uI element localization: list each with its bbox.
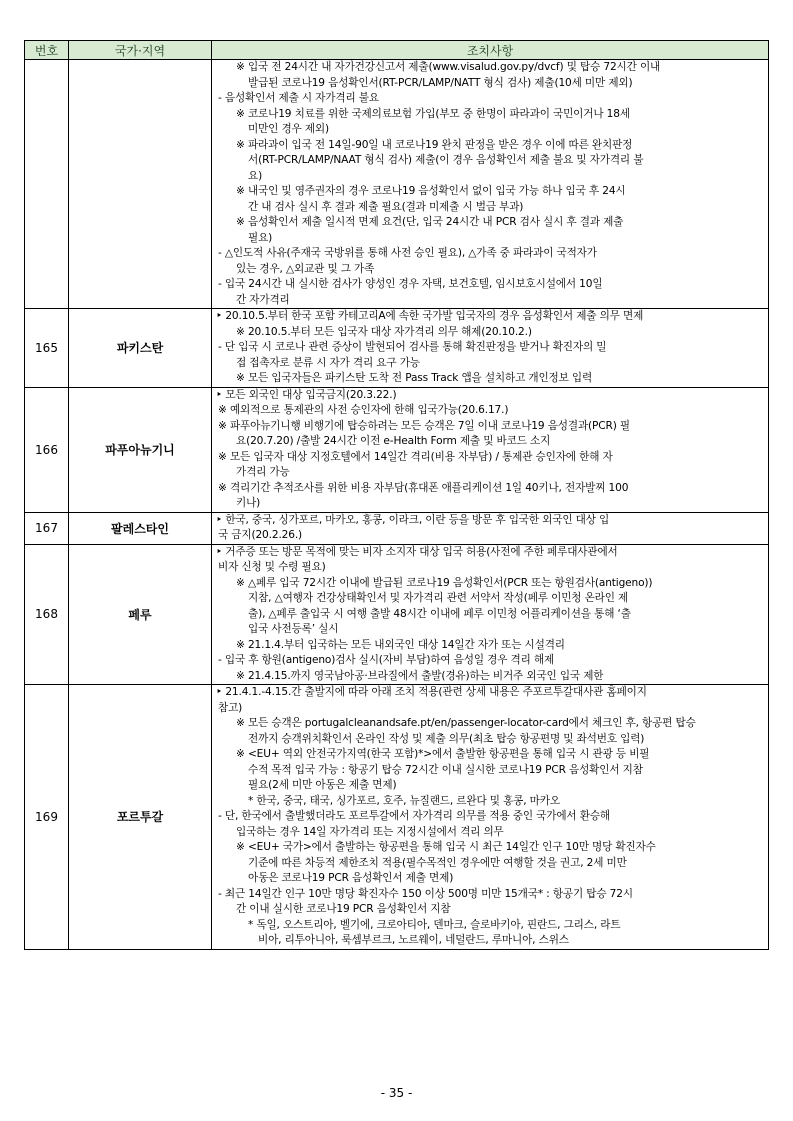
table-row xyxy=(25,512,769,544)
measure-line: 아동은 코로나19 PCR 음성확인서 제출 면제) xyxy=(248,872,454,884)
measure-line: 비아, 리투아니아, 룩셈부르크, 노르웨이, 네덜란드, 루마니아, 스위스 xyxy=(258,934,569,946)
measure-line: 전까지 승객위치확인서 온라인 작성 및 제출 의무(최초 탑승 항공편명 및 좌석번호 입력) xyxy=(248,732,645,745)
measure-line: 비자 신청 및 수령 필요) xyxy=(218,561,326,573)
table-row xyxy=(25,387,769,512)
measure-line: ※ 20.10.5.부터 모든 입국자 대상 자가격리 의무 해제(20.10.2.) xyxy=(236,325,532,338)
measure-line: 가격리 가능 xyxy=(236,466,290,478)
measure-line: - 단, 한국에서 출발했더라도 포르투갈에서 자가격리 의무를 적용 중인 국가에서 환승해 xyxy=(218,810,610,822)
measure-line: 간 내 검사 실시 후 결과 제출 필요(결과 미제출 시 벌금 부과) xyxy=(248,200,524,213)
measure-line: ※ 21.1.4.부터 입국하는 모든 내외국인 대상 14일간 자가 또는 시설격리 xyxy=(236,638,565,651)
row-number: 166 xyxy=(25,387,69,512)
table-row xyxy=(25,544,769,685)
row-number: 169 xyxy=(25,685,69,950)
measure-line: * 한국, 중국, 태국, 싱가포르, 호주, 뉴질랜드, 르완다 및 홍콩, 마카오 xyxy=(248,794,560,807)
measure-line: 간 자가격리 xyxy=(236,293,290,306)
measure-line: - 입국 후 항원(antigeno)검사 실시(자비 부담)하여 음성일 경우 격리 해제 xyxy=(218,654,555,666)
row-number: 168 xyxy=(25,544,69,685)
measure-line: ※ <EU+ 역외 안전국가지역(한국 포함)*>에서 출발한 항공편을 통해 입국 시 관광 등 비필 xyxy=(236,748,650,760)
row-country: 페루 xyxy=(69,544,212,685)
measure-line: ※ 모든 입국자들은 파키스탄 도착 전 Pass Track 앱을 설치하고 개인정보 입력 xyxy=(236,372,593,384)
measure-line: - 입국 24시간 내 실시한 검사가 양성인 경우 자택, 보건호텔, 임시보호시설에서 10일 xyxy=(218,278,603,290)
measure-line: ※ 21.4.15.까지 영국남아공·브라질에서 출발(경유)하는 비거주 외국인 입국 제한 xyxy=(236,669,604,682)
table-row xyxy=(25,60,769,309)
measure-line: ※ 모든 승객은 portugalcleanandsafe.pt/en/passenger-locator-card에서 체크인 후, 항공편 탑승 xyxy=(236,717,696,729)
row-country: 포르투갈 xyxy=(69,685,212,950)
measure-line: ※ 입국 전 24시간 내 자가건강신고서 제출(www.visalud.gov.py/dvcf) 및 탑승 72시간 이내 xyxy=(236,61,661,73)
row-measures xyxy=(212,387,769,512)
measure-line: 서(RT-PCR/LAMP/NAAT 형식 검사) 제출(이 경우 음성확인서 제출 불요 및 자가격리 불 xyxy=(248,154,644,166)
measure-line: ‣ 모든 외국인 대상 입국금지(20.3.22.) xyxy=(216,388,397,401)
measure-line: ※ 예외적으로 통제관의 사전 승인자에 한해 입국가능(20.6.17.) xyxy=(218,404,509,416)
measure-line: 간 이내 실시한 코로나19 PCR 음성확인서 지참 xyxy=(236,903,451,915)
table-header-row xyxy=(25,41,769,60)
measure-line: 참고) xyxy=(218,701,243,714)
measure-line: 수적 목적 입국 가능 : 항공기 탑승 72시간 이내 실시한 코로나19 PCR 음성확인서 지참 xyxy=(248,763,643,776)
row-country: 파키스탄 xyxy=(69,309,212,388)
measure-line: ‣ 20.10.5.부터 한국 포함 카테고리A에 속한 국가발 입국자의 경우 음성확인서 제출 의무 면제 xyxy=(216,310,644,322)
measure-line: - △인도적 사유(주재국 국방위를 통해 사전 승인 필요), △가족 중 파라과이 국적자가 xyxy=(218,247,597,259)
row-measures xyxy=(212,309,769,388)
row-measures xyxy=(212,512,769,544)
row-measures xyxy=(212,544,769,685)
page-number: - 35 - xyxy=(380,1086,413,1100)
measure-line: ※ 파라과이 입국 전 14일-90일 내 코로나19 완치 판정을 받은 경우 이에 따른 완치판정 xyxy=(236,138,633,151)
measure-line: 필요(2세 미만 아동은 제출 면제) xyxy=(248,779,397,791)
row-measures xyxy=(212,60,769,309)
table-row xyxy=(25,685,769,950)
table-row xyxy=(25,309,769,388)
header-measures: 조치사항 xyxy=(212,41,769,60)
measure-line: 접 접촉자로 분류 시 자가 격리 요구 가능 xyxy=(236,356,420,369)
measure-line: ‣ 21.4.1.-4.15.간 출발지에 따라 아래 조치 적용(관련 상세 내용은 주포르투갈대사관 홈페이지 xyxy=(216,686,647,698)
measure-line: - 음성확인서 제출 시 자가격리 불요 xyxy=(218,92,379,104)
measure-line: * 독일, 오스트리아, 벨기에, 크로아티아, 덴마크, 슬로바키아, 핀란드, 그리스, 라트 xyxy=(248,918,621,931)
measure-line: ‣ 거주증 또는 방문 목적에 맞는 비자 소지자 대상 입국 허용(사전에 주한 페루대사관에서 xyxy=(216,545,618,558)
row-number: 167 xyxy=(25,512,69,544)
measure-line: ※ <EU+ 국가>에서 출발하는 항공편을 통해 입국 시 최근 14일간 인구 10만 명당 확진자수 xyxy=(236,841,656,853)
measure-line: ※ 모든 입국자 대상 지정호텔에서 14일간 격리(비용 자부담) / 통제관 승인자에 한해 자 xyxy=(218,450,613,463)
measure-line: ※ 코로나19 치료를 위한 국제의료보험 가입(부모 중 한명이 파라과이 국민이거나 18세 xyxy=(236,107,630,120)
row-country: 파푸아뉴기니 xyxy=(69,387,212,512)
row-country: 팔레스타인 xyxy=(69,512,212,544)
measure-line: ※ 격리기간 추적조사를 위한 비용 자부담(휴대폰 애플리케이션 1일 40키나, 전자발찌 100 xyxy=(218,481,629,494)
measure-line: 필요) xyxy=(248,231,273,244)
measure-line: ※ △페루 입국 72시간 이내에 발급된 코로나19 음성확인서(PCR 또는 항원검사(antigeno)) xyxy=(236,576,653,589)
row-number xyxy=(25,60,69,309)
measure-line: 발급된 코로나19 음성확인서(RT-PCR/LAMP/NATT 형식 검사) 제출(10세 미만 제외) xyxy=(248,76,633,89)
measure-line: 키나) xyxy=(236,497,261,509)
measure-line: 출), △페루 출입국 시 여행 출발 48시간 이내에 페루 이민청 어플리케이션을 통해 ‘출 xyxy=(248,607,631,620)
measure-line: 미만인 경우 제외) xyxy=(248,123,330,135)
row-measures xyxy=(212,685,769,950)
measure-line: 있는 경우, △외교관 및 그 가족 xyxy=(236,262,375,275)
measures-table xyxy=(24,40,769,950)
measure-line: ※ 내국인 및 영주권자의 경우 코로나19 음성확인서 없이 입국 가능 하나 입국 후 24시 xyxy=(236,185,626,197)
measure-line: ‣ 한국, 중국, 싱가포르, 마카오, 홍콩, 이라크, 이란 등을 방문 후 입국한 외국인 대상 입 xyxy=(216,513,610,526)
measure-line: ※ 파푸아뉴기니행 비행기에 탑승하려는 모든 승객은 7일 이내 코로나19 음성결과(PCR) 필 xyxy=(218,419,631,432)
measure-line: 입국하는 경우 14일 자가격리 또는 지정시설에서 격리 의무 xyxy=(236,825,504,838)
measure-line: ※ 음성확인서 제출 일시적 면제 요건(단, 입국 24시간 내 PCR 검사 실시 후 결과 제출 xyxy=(236,216,624,228)
measure-line: 입국 사전등록’ 실시 xyxy=(248,623,339,635)
header-number: 번호 xyxy=(25,41,69,60)
header-country: 국가·지역 xyxy=(69,41,212,60)
measure-line: 국 금지(20.2.26.) xyxy=(218,529,303,541)
row-number: 165 xyxy=(25,309,69,388)
row-country xyxy=(69,60,212,309)
measure-line: - 단 입국 시 코로나 관련 증상이 발현되어 검사를 통해 확진판정을 받거나 확진자의 밀 xyxy=(218,341,607,353)
measure-line: 요(20.7.20) /출발 24시간 이전 e-Health Form 제출 및 바코드 소지 xyxy=(236,435,551,447)
measure-line: 요) xyxy=(248,169,263,182)
measure-line: - 최근 14일간 인구 10만 명당 확진자수 150 이상 500명 미만 15개국* : 항공기 탑승 72시 xyxy=(218,887,633,900)
measure-line: 기준에 따른 차등적 제한조치 적용(필수목적인 경우에만 여행할 것을 권고, 2세 미만 xyxy=(248,856,627,869)
measure-line: 지참, △여행자 건강상태확인서 및 자가격리 관련 서약서 작성(페루 이민청 온라인 제 xyxy=(248,592,629,604)
